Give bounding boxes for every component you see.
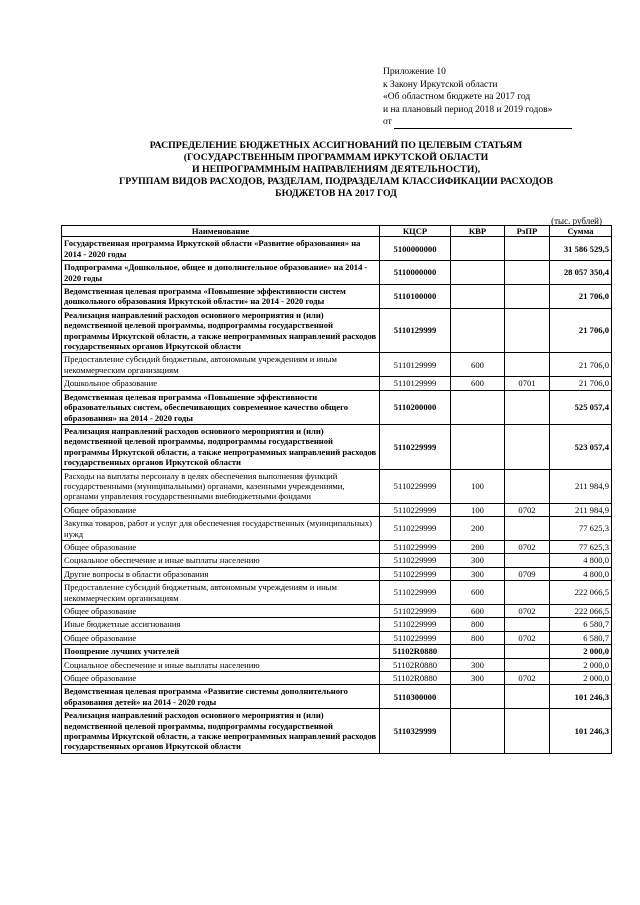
cell-name: Поощрение лучших учителей [62,645,380,658]
cell-kvr: 300 [451,554,505,567]
cell-rzpr [505,517,550,541]
cell-sum: 31 586 529,5 [550,237,612,261]
cell-kcsr: 5110000000 [380,261,451,285]
cell-kvr: 300 [451,658,505,671]
cell-kcsr: 5110229999 [380,581,451,605]
document-title [62,140,610,200]
cell-kvr: 200 [451,517,505,541]
cell-kcsr: 5110229999 [380,503,451,516]
cell-sum: 77 625,3 [550,517,612,541]
cell-kcsr: 51102R0880 [380,658,451,671]
cell-rzpr [505,469,550,503]
table-row [62,658,612,671]
cell-kcsr: 5110229999 [380,631,451,644]
cell-kvr [451,645,505,658]
cell-kvr: 100 [451,503,505,516]
cell-kcsr: 5110300000 [380,685,451,709]
cell-kvr: 600 [451,605,505,618]
signature-underline [394,119,572,129]
cell-sum: 4 800,0 [550,554,612,567]
cell-sum: 101 246,3 [550,685,612,709]
table-row [62,390,612,424]
cell-kcsr: 51102R0880 [380,672,451,685]
table-row [62,353,612,377]
header-kvr: КВР [451,226,505,237]
cell-rzpr [505,618,550,631]
cell-name: Предоставление субсидий бюджетным, автономным учреждениям и иным некоммерческим организациям [62,581,380,605]
cell-name: Предоставление субсидий бюджетным, автономным учреждениям и иным некоммерческим организациям [62,353,380,377]
table-row [62,645,612,658]
cell-rzpr [505,390,550,424]
title-line: РАСПРЕДЕЛЕНИЕ БЮДЖЕТНЫХ АССИГНОВАНИЙ ПО ЦЕЛЕВЫМ СТАТЬЯМ [149,140,523,151]
cell-rzpr: 0709 [505,567,550,580]
table-row [62,261,612,285]
table-row [62,685,612,709]
cell-rzpr: 0702 [505,503,550,516]
cell-name: Реализация направлений расходов основного мероприятия и (или) ведомственной целевой программы, подпрограммы государственной программы Иркутской области, а также непрограммных направлений расходов государственных органов Иркутской области [62,709,380,754]
appendix-line: «Об областном бюджете на 2017 год [383,92,531,102]
cell-sum: 21 706,0 [550,285,612,309]
cell-name: Социальное обеспечение и иные выплаты населению [62,554,380,567]
cell-sum: 525 057,4 [550,390,612,424]
cell-sum: 2 000,0 [550,645,612,658]
cell-kvr [451,285,505,309]
cell-sum: 6 580,7 [550,631,612,644]
units-label: (тыс. рублей) [551,216,602,226]
cell-kcsr: 5110229999 [380,554,451,567]
title-line: (ГОСУДАРСТВЕННЫМ ПРОГРАММАМ ИРКУТСКОЙ ОБЛАСТИ [183,151,489,163]
table-row [62,424,612,469]
cell-rzpr [505,261,550,285]
cell-name: Закупка товаров, работ и услуг для обеспечения государственных (муниципальных) нужд [62,517,380,541]
cell-kcsr: 5110229999 [380,469,451,503]
cell-kvr [451,709,505,754]
table-row [62,285,612,309]
cell-name: Общее образование [62,631,380,644]
cell-sum: 101 246,3 [550,709,612,754]
table-row [62,605,612,618]
cell-kvr: 300 [451,672,505,685]
cell-name: Дошкольное образование [62,377,380,390]
cell-kvr [451,237,505,261]
cell-kcsr: 5110229999 [380,517,451,541]
cell-name: Ведомственная целевая программа «Развитие системы дополнительного образования детей» на 2014 - 2020 годы [62,685,380,709]
table-row [62,567,612,580]
table-row [62,672,612,685]
cell-kvr: 600 [451,581,505,605]
cell-sum: 21 706,0 [550,308,612,353]
cell-kvr: 800 [451,631,505,644]
cell-rzpr: 0701 [505,377,550,390]
cell-rzpr [505,709,550,754]
table-row [62,503,612,516]
cell-sum: 21 706,0 [550,353,612,377]
appendix-line: Приложение 10 [383,67,446,77]
cell-name: Государственная программа Иркутской области «Развитие образования» на 2014 - 2020 годы [62,237,380,261]
cell-sum: 21 706,0 [550,377,612,390]
cell-name: Реализация направлений расходов основного мероприятия и (или) ведомственной целевой программы, подпрограммы государственной программы Иркутской области, а также непрограммных направлений расходов государственных органов Иркутской области [62,424,380,469]
cell-name: Ведомственная целевая программа «Повышение эффективности образовательных систем, обеспечивающих современное качество общего образования» на 2014 - 2020 годы [62,390,380,424]
appendix-date-label: от [383,117,392,127]
cell-kcsr: 5110229999 [380,567,451,580]
table-row [62,554,612,567]
table-row [62,237,612,261]
cell-sum: 2 000,0 [550,658,612,671]
cell-kvr: 200 [451,540,505,553]
cell-rzpr [505,581,550,605]
cell-kcsr: 5110329999 [380,709,451,754]
title-line: ГРУППАМ ВИДОВ РАСХОДОВ, РАЗДЕЛАМ, ПОДРАЗДЕЛАМ КЛАССИФИКАЦИИ РАСХОДОВ [119,175,553,187]
cell-kcsr: 5110100000 [380,285,451,309]
cell-name: Другие вопросы в области образования [62,567,380,580]
cell-kvr [451,424,505,469]
cell-name: Иные бюджетные ассигнования [62,618,380,631]
table-row [62,540,612,553]
cell-kvr: 600 [451,377,505,390]
cell-name: Реализация направлений расходов основного мероприятия и (или) ведомственной целевой программы, подпрограммы государственной программы Иркутской области, а также непрограммных направлений расходов государственных органов Иркутской области [62,308,380,353]
cell-name: Социальное обеспечение и иные выплаты населению [62,658,380,671]
cell-sum: 211 984,9 [550,503,612,516]
cell-kvr: 300 [451,567,505,580]
table-body [62,237,612,753]
header-sum: Сумма [550,226,612,237]
table-row [62,631,612,644]
budget-table [61,225,612,754]
cell-kcsr: 5110229999 [380,618,451,631]
cell-rzpr: 0702 [505,631,550,644]
cell-kvr: 800 [451,618,505,631]
header-rzpr: РзПР [505,226,550,237]
table-row [62,709,612,754]
cell-rzpr [505,424,550,469]
table-row [62,469,612,503]
cell-rzpr [505,237,550,261]
cell-sum: 222 066,5 [550,581,612,605]
table-row [62,308,612,353]
cell-rzpr [505,658,550,671]
cell-sum: 77 625,3 [550,540,612,553]
cell-kvr [451,261,505,285]
cell-name: Общее образование [62,605,380,618]
cell-rzpr [505,685,550,709]
appendix-header [383,66,593,129]
cell-kcsr: 5110129999 [380,353,451,377]
cell-rzpr [505,308,550,353]
cell-kvr [451,308,505,353]
cell-kcsr: 5110129999 [380,377,451,390]
cell-kvr: 600 [451,353,505,377]
cell-name: Общее образование [62,672,380,685]
cell-kcsr: 5110129999 [380,308,451,353]
cell-sum: 523 057,4 [550,424,612,469]
cell-kvr [451,390,505,424]
title-line: И НЕПРОГРАММНЫМ НАПРАВЛЕНИЯМ ДЕЯТЕЛЬНОСТИ), [191,163,481,175]
table-row [62,581,612,605]
cell-kvr [451,685,505,709]
table-row [62,517,612,541]
cell-rzpr [505,353,550,377]
cell-kcsr: 5110229999 [380,424,451,469]
cell-name: Ведомственная целевая программа «Повышение эффективности систем дошкольного образования Иркутской области» на 2014 - 2020 годы [62,285,380,309]
cell-rzpr: 0702 [505,605,550,618]
cell-rzpr [505,645,550,658]
cell-rzpr [505,554,550,567]
header-name: Наименование [62,226,380,237]
cell-rzpr: 0702 [505,672,550,685]
header-kcsr: КЦСР [380,226,451,237]
cell-name: Расходы на выплаты персоналу в целях обеспечения выполнения функций государственными (муниципальными) органами, казенными учреждениями, органами управления государственными внебюджетными фондами [62,469,380,503]
cell-kcsr: 5100000000 [380,237,451,261]
cell-kcsr: 5110229999 [380,605,451,618]
table-row [62,377,612,390]
cell-name: Общее образование [62,503,380,516]
cell-name: Общее образование [62,540,380,553]
cell-name: Подпрограмма «Дошкольное, общее и дополнительное образование» на 2014 - 2020 годы [62,261,380,285]
cell-rzpr [505,285,550,309]
cell-kvr: 100 [451,469,505,503]
appendix-line: и на плановый период 2018 и 2019 годов» [383,104,553,115]
appendix-date-line [383,116,593,129]
table-header-row [62,226,612,237]
title-line: БЮДЖЕТОВ НА 2017 ГОД [275,187,397,199]
cell-sum: 2 000,0 [550,672,612,685]
cell-sum: 28 057 350,4 [550,261,612,285]
cell-kcsr: 5110200000 [380,390,451,424]
cell-rzpr: 0702 [505,540,550,553]
table-row [62,618,612,631]
cell-kcsr: 5110229999 [380,540,451,553]
cell-sum: 222 066,5 [550,605,612,618]
cell-sum: 4 800,0 [550,567,612,580]
cell-sum: 211 984,9 [550,469,612,503]
cell-sum: 6 580,7 [550,618,612,631]
cell-kcsr: 51102R0880 [380,645,451,658]
appendix-line: к Закону Иркутской области [383,79,498,90]
